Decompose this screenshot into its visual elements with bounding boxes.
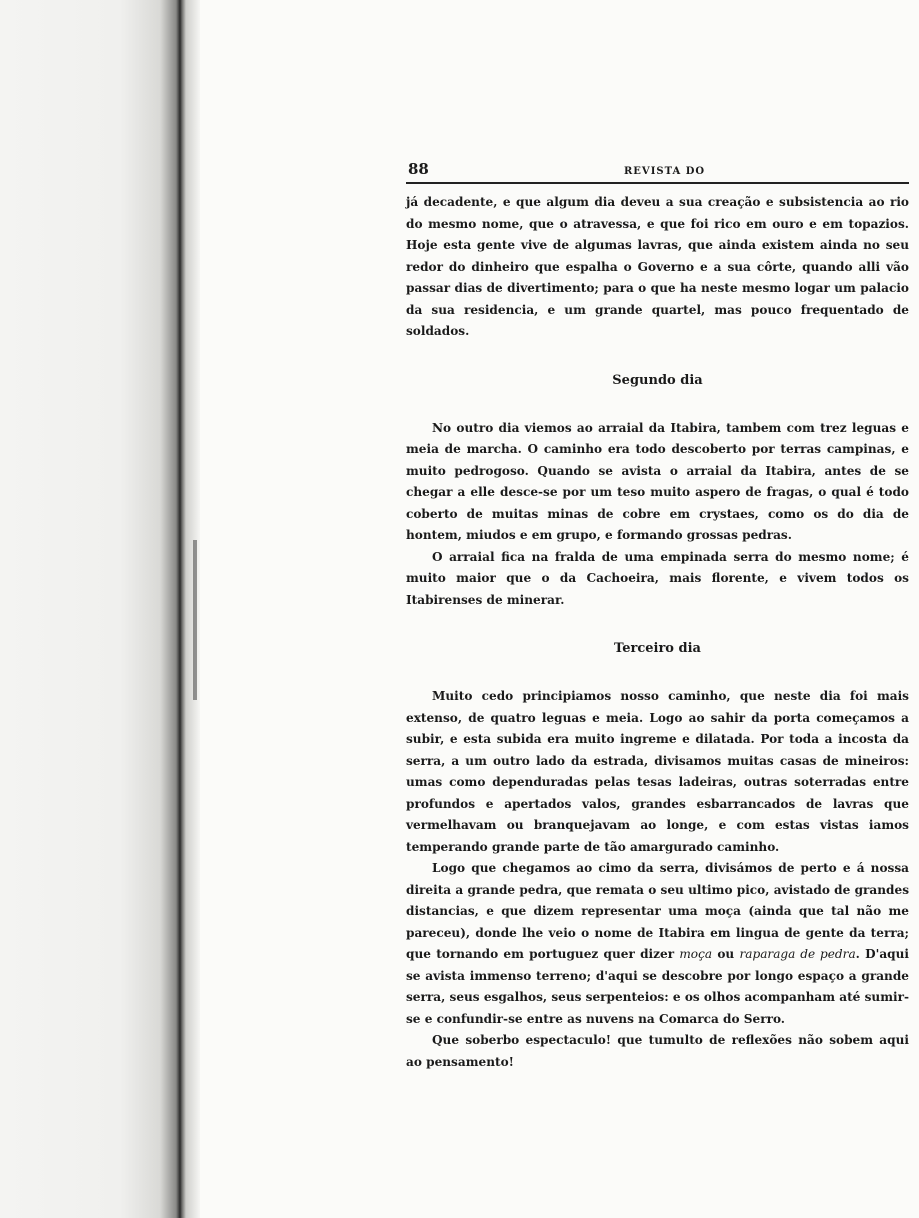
- page-body: [406, 192, 909, 1073]
- paragraph-2-text-after: . D'aqui se avista immenso terreno; d'aqui se descobre por longo espaço a grande serra, seus esgalhos, seus serpenteios: e os olhos acompanham até sumir-se e confundir-se entre as nuvens na Comarca do Serro.: [406, 947, 910, 1026]
- paragraph-terceiro-dia-1: Muito cedo principiamos nosso caminho, que neste dia foi mais extenso, de quatro leguas e meia. Logo ao sahir da porta começamos a subir, e esta subida era muito ingreme e dilatada. Por toda a incosta da serra, a um outro lado da estrada, divisamos muitas casas de mineiros: umas como dependuradas pelas tesas ladeiras, outras soterradas entre profundos e apertados valos, grandes esbarrancados de lavras que vermelhavam ou branquejavam ao longe, e com estas vistas iamos temperando grande parte de tão amargurado caminho.: [406, 689, 909, 854]
- page-header: [406, 158, 909, 184]
- heading-segundo-dia: Segundo dia: [612, 372, 703, 388]
- page-number: 88: [408, 160, 429, 178]
- book-page: [406, 158, 909, 1073]
- italic-raparaga-de-pedra: raparaga de pedra: [739, 947, 856, 961]
- paragraph-segundo-dia-1: No outro dia viemos ao arraial da Itabira, tambem com trez leguas e meia de marcha. O caminho era todo descoberto por terras campinas, e muito pedrogoso. Quando se avista o arraial da Itabira, antes de se chegar a elle desce-se por um teso muito aspero de fragas, o qual é todo coberto de muitas minas de cobre em crystaes, como os do dia de hontem, miudos e em grupo, e formando grossas pedras.: [406, 420, 909, 542]
- paragraph-2-text-before: Logo que chegamos ao cimo da serra, divisámos de perto e á nossa direita a grande pedra, que remata o seu ultimo pico, avistado de grandes distancias, e que dizem representar uma moça (ainda que tal não me pareceu), donde lhe veio o nome de Itabira em lingua de gente da terra; que tornando em portuguez quer dizer: [406, 861, 909, 961]
- book-gutter: [0, 0, 200, 1218]
- heading-terceiro-dia: Terceiro dia: [614, 641, 701, 656]
- opening-paragraph: já decadente, e que algum dia deveu a sua creação e subsistencia ao rio do mesmo nome, que o atravessa, e que foi rico em ouro e em topazios. Hoje esta gente vive de algumas lavras, que ainda existem ainda no seu redor do dinheiro que espalha o Governo e a sua côrte, quando alli vão passar dias de divertimento; para o que ha neste mesmo logar um palacio da sua residencia, e um grande quartel, mas pouco frequentado de soldados.: [406, 195, 909, 338]
- paragraph-segundo-dia-2: O arraial fica na fralda de uma empinada serra do mesmo nome; é muito maior que o da Cachoeira, mais florente, e vivem todos os Itabirenses de minerar.: [406, 549, 909, 607]
- paragraph-terceiro-dia-2: [406, 858, 909, 1030]
- paragraph-terceiro-dia-3: Que soberbo espectaculo! que tumulto de reflexões não sobem aqui ao pensamento!: [406, 1033, 909, 1069]
- gutter-mark: [193, 540, 197, 700]
- running-head: REVISTA DO: [624, 166, 706, 177]
- connector-ou: ou: [717, 947, 735, 961]
- italic-moca: moça: [679, 947, 713, 961]
